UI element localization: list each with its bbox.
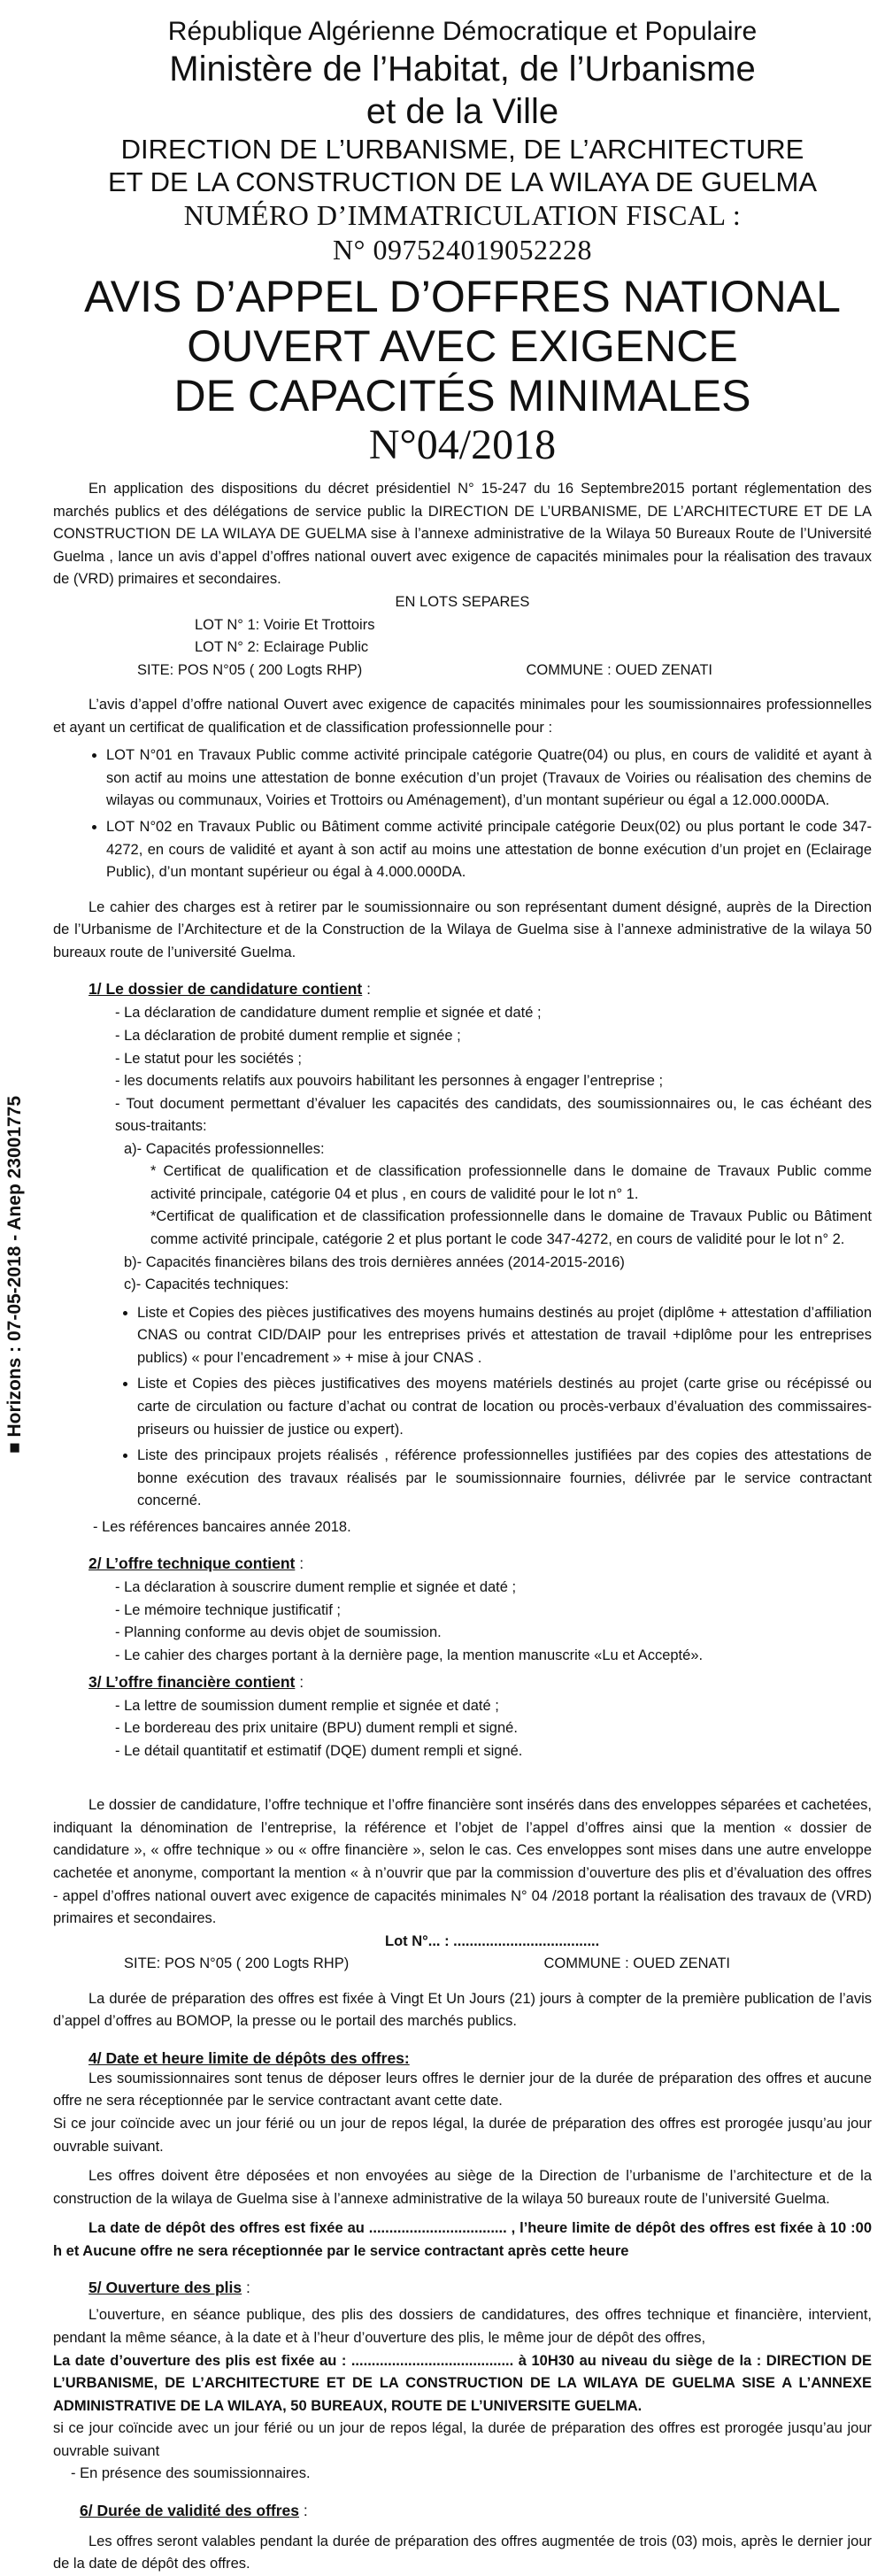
section-5-p3: si ce jour coïncide avec un jour férié ou un jour de repos légal, la durée de préparation des offres est prorogée jusqu’au jour ouvrable suivant — [53, 2420, 872, 2459]
ministry-line-2: et de la Ville — [366, 92, 559, 131]
list-item: - Le statut pour les sociétés ; — [115, 1048, 872, 1071]
technical-list — [53, 1302, 872, 1513]
lot-2: LOT N° 2: Eclairage Public — [195, 639, 369, 656]
list-item: - La lettre de soumission dument remplie et signée et daté ; — [115, 1695, 872, 1718]
list-item: - La déclaration de probité dument remplie et signée ; — [115, 1025, 872, 1048]
list-item: • Liste des principaux projets réalisés , référence professionnelles justifiées par des copies des attestations de bonne exécution des travaux réalisés par le soumissionnaire fournies, délivrée par le service contractant concerné. — [137, 1445, 872, 1513]
list-item: - Le détail quantitatif et estimatif (DQE) dument rempli et signé. — [115, 1740, 872, 1763]
lot-line: Lot N°... : .................................... — [385, 1932, 600, 1949]
list-item: - La déclaration de candidature dument remplie et signée et daté ; — [115, 1002, 872, 1025]
section-2-list — [97, 1577, 872, 1667]
header — [53, 16, 872, 266]
list-item: • Liste et Copies des pièces justificatives des moyens humains destinés au projet (diplôme + attestation d’affiliation CNAS ou contrat CID/DAIP pour les entreprises privés et attestation de travail +diplôme pour les entreprises publics) « pour l’encadrement » + mise à jour CNAS . — [137, 1302, 872, 1370]
section-5-title: 5/ Ouverture des plis : — [88, 2279, 250, 2297]
direction-line-1: DIRECTION DE L’URBANISME, DE L’ARCHITECTURE — [120, 134, 804, 165]
section-1-title: 1/ Le dossier de candidature contient : — [88, 980, 371, 999]
list-item: - Tout document permettant d’évaluer les capacités des candidats, des soumissionnaires ou, le cas échéant des sous-traitants: — [115, 1093, 872, 1138]
section-6-title: 6/ Durée de validité des offres : — [80, 2501, 308, 2519]
list-item: • LOT N°02 en Travaux Public ou Bâtiment comme activité principale catégorie Deux(02) ou plus portant le code 347-4272, en cours de validité et ayant à son actif au moins une attestation de bonne exécution d’un projet en (Eclairage Public), d’un montant supérieur ou égal à 4.000.000DA. — [106, 816, 872, 884]
list-item: - Planning conforme au devis objet de soumission. — [115, 1622, 872, 1645]
capacities-financial: b)- Capacités financières bilans des trois dernières années (2014-2015-2016) — [124, 1253, 625, 1270]
section-5-p4: - En présence des soumissionnaires. — [71, 2465, 311, 2482]
commune-line-2: COMMUNE : OUED ZENATI — [543, 1955, 730, 1972]
section-5-p2: La date d’ouverture des plis est fixée au : ........................................ à 10H30 au niveau du siège de la : DIRECTION DE L’URBANISME, DE L’ARCHITECTURE ET DE LA CONSTRUCTION DE LA WILAYA DE GUELMA SISE A L’ANNEXE ADMINISTRATIVE DE LA WILAYA, 50 BUREAUX, ROUTE DE L’UNIVERSITE GUELMA. — [53, 2352, 872, 2414]
section-3-title: 3/ L’offre financière contient : — [88, 1672, 304, 1691]
capacities-professional: a)- Capacités professionnelles: — [124, 1140, 325, 1157]
capacities-technical: c)- Capacités techniques: — [124, 1276, 289, 1293]
nif-label: NUMÉRO D’IMMATRICULATION FISCAL : — [183, 199, 742, 232]
list-item: - Le mémoire technique justificatif ; — [115, 1600, 872, 1623]
section-5-p1: L’ouverture, en séance publique, des plis des dossiers de candidatures, des offres technique et financière, intervient, pendant la même séance, à la date et à l’heur d’ouverture des plis, le même jour de dépôt des offres, — [53, 2307, 872, 2346]
duree-paragraph: La durée de préparation des offres est fixée à Vingt Et Un Jours (21) jours à compter de la première publication de l’avis d’appel d’offres au BOMOP, la presse ou le portail des marchés publics. — [53, 1990, 872, 2030]
commune-line: COMMUNE : OUED ZENATI — [526, 661, 712, 678]
section-4-p3: Les offres doivent être déposées et non envoyées au siège de la Direction de l’urbanisme de l’architecture et de la construction de la wilaya de Guelma sise à l’annexe administrative de la wilaya 50 bureaux route de l’université Guelma. — [53, 2168, 872, 2207]
section-4-title: 4/ Date et heure limite de dépôts des offres: — [88, 2048, 410, 2067]
capacities-professional-2: *Certificat de qualification et de classification professionnelle dans le domaine de Travaux Public ou Bâtiment comme activité principale, catégorie 2 et plus portant le code 347-4272, en cours de validité pour le lot n° 2. — [150, 1208, 872, 1248]
section-4-p2: Si ce jour coïncide avec un jour férié ou un jour de repos légal, la durée de préparation des offres est prorogée jusqu’au jour ouvrable suivant. — [53, 2116, 872, 2155]
cahier-paragraph: Le cahier des charges est à retirer par le soumissionnaire ou son représentant dument désigné, auprès de la Direction de l’Urbanisme de l’Architecture et de la Construction de la Wilaya de Guelma sise à l’annexe administrative de la wilaya 50 bureaux route de l’université Guelma. — [53, 899, 872, 960]
list-item: - les documents relatifs aux pouvoirs habilitant les personnes à engager l’entreprise ; — [115, 1070, 872, 1093]
capacities-professional-1: * Certificat de qualification et de classification professionnelle dans le domaine de Travaux Public comme activité principale, catégorie 04 et plus , en cours de validité pour le lot n° 1. — [150, 1163, 872, 1202]
lots-separes: EN LOTS SEPARES — [395, 593, 530, 610]
section-3-list — [97, 1695, 872, 1763]
notice-title: AVIS D’APPEL D’OFFRES NATIONAL OUVERT AVEC EXIGENCE DE CAPACITÉS MINIMALES — [84, 272, 841, 421]
bank-references: - Les références bancaires année 2018. — [93, 1518, 351, 1535]
republic-line: République Algérienne Démocratique et Populaire — [167, 17, 758, 46]
side-publication-label: ■ Horizons : 07-05-2018 - Anep 23001775 — [4, 1095, 25, 1454]
avis-paragraph: L’avis d’appel d’offre national Ouvert avec exigence de capacités minimales pour les soumissionnaires professionnelles et ayant un certificat de qualification et de classification professionnelle pour : — [53, 697, 872, 736]
dossier-paragraph: Le dossier de candidature, l’offre technique et l’offre financière sont insérés dans des enveloppes séparées et cachetées, indiquant la dénomination de l’entreprise, la référence et l’objet de l’appel d’offres ainsi que la mention « dossier de candidature », « offre technique » ou « offre financière », selon le cas. Ces enveloppes sont mises dans une autre enveloppe cachetée et anonyme, comportant la mention « à n’ouvrir que par la commission d’ouverture des plis et d’évaluation des offres - appel d’offres national ouvert avec exigence de capacités minimales N° 04 /2018 portant la réalisation des travaux de (VRD) primaires et secondaires. — [53, 1797, 872, 1927]
section-1-list — [97, 1002, 872, 1138]
lot-1: LOT N° 1: Voirie Et Trottoirs — [195, 616, 375, 633]
list-item: - Le bordereau des prix unitaire (BPU) dument rempli et signé. — [115, 1717, 872, 1740]
direction-line-2: ET DE LA CONSTRUCTION DE LA WILAYA DE GUELMA — [107, 166, 818, 198]
notice-number: N°04/2018 — [368, 421, 557, 469]
intro-paragraph: En application des dispositions du décret présidentiel N° 15-247 du 16 Septembre2015 portant réglementation des marchés publics et des délégations de service public la DIRECTION DE L’URBANISME, DE L’ARCHITECTURE ET DE LA CONSTRUCTION DE LA WILAYA DE GUELMA sise à l’annexe administrative de la Wilaya 50 Bureaux Route de l’Université Guelma , lance un avis d’appel d’offres national ouvert avec exigence de capacités minimales pour la réalisation des travaux de (VRD) primaires et secondaires. — [53, 481, 872, 588]
list-item: • Liste et Copies des pièces justificatives des moyens matériels destinés au projet (carte grise ou récépissé ou carte de circulation ou facture d’achat ou contrat de location ou procès-verbaux d’évaluation des commissaires-priseurs ou huissier de justice ou expert). — [137, 1373, 872, 1441]
list-item: - La déclaration à souscrire dument remplie et signée et daté ; — [115, 1577, 872, 1600]
list-item: - Le cahier des charges portant à la dernière page, la mention manuscrite «Lu et Accepté». — [115, 1645, 872, 1668]
site-line-2: SITE: POS N°05 ( 200 Logts RHP) — [124, 1955, 350, 1972]
section-6-p1: Les offres seront valables pendant la durée de préparation des offres augmentée de trois (03) mois, après le dernier jour de la date de dépôt des offres. — [53, 2533, 872, 2572]
lot-requirements-list — [53, 744, 872, 883]
section-4-p1: Les soumissionnaires sont tenus de déposer leurs offres le dernier jour de la durée de préparation des offres et aucune offre ne sera réceptionnée par le service contractant avant cette date. — [53, 2070, 872, 2109]
nif-value: N° 097524019052228 — [333, 233, 592, 266]
list-item: • LOT N°01 en Travaux Public comme activité principale catégorie Quatre(04) ou plus, en cours de validité et ayant à son actif au moins une attestation de bonne exécution d’un projet (Travaux de Voiries ou réalisation des chemins de wilayas ou communaux, Voiries et Trottoirs ou Aménagement), d’un montant supérieur ou égal a 12.000.000DA. — [106, 744, 872, 813]
ministry-line-1: Ministère de l’Habitat, de l’Urbanisme — [169, 50, 756, 89]
section-2-title: 2/ L’offre technique contient : — [88, 1554, 304, 1573]
section-4-p4: La date de dépôt des offres est fixée au .................................. , l’heure limite de dépôt des offres est fixée à 10 :00 h et Aucune offre ne sera réceptionnée par le service contractant après cette heure — [53, 2220, 872, 2259]
notice-content — [53, 16, 872, 2576]
site-line: SITE: POS N°05 ( 200 Logts RHP) — [137, 661, 363, 678]
